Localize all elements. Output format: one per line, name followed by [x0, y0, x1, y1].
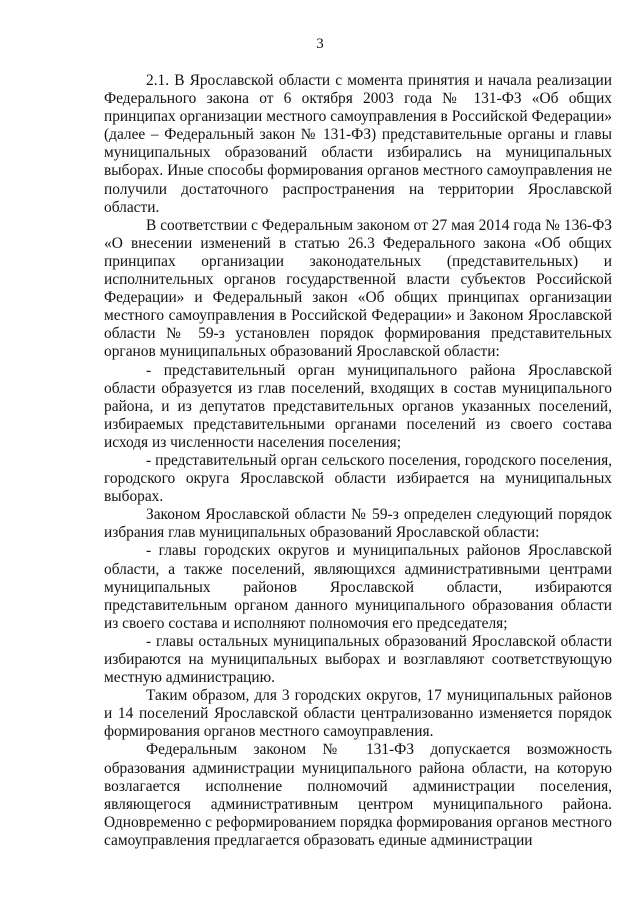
paragraph-heads-election-order: Законом Ярославской области № 59-з определен следующий порядок избрания глав муниципальных образований Ярославской области: — [104, 506, 612, 542]
list-item-heads-of-other-municipalities: - главы остальных муниципальных образований Ярославской области избираются на муниципальных выборах и возглавляют соответствующую местную администрацию. — [104, 632, 612, 687]
paragraph-section-2-1: 2.1. В Ярославской области с момента принятия и начала реализации Федерального закона от 6 октября 2003 года № 131-ФЗ «Об общих принципах организации местного самоуправления в Российской Федерации» (далее – Федеральный закон № 131-ФЗ) представительные органы и главы муниципальных образований области избирались на муниципальных выборах. Иные способы формирования органов местного самоуправления не получили достаточного распространения на территории Ярославской области. — [104, 72, 612, 216]
list-item-district-representative-body: - представительный орган муниципального района Ярославской области образуется из глав поселений, входящих в состав муниципального района, и из депутатов представительных органов указанных поселений, избираемых представительными органами поселений из своего состава исходя из численности населения поселения; — [104, 361, 612, 451]
paragraph-federal-law-136: В соответствии с Федеральным законом от 27 мая 2014 года № 136-ФЗ «О внесении изменений в статью 26.3 Федерального закона «Об общих принципах организации законодательных (представительных) и исполнительных органов государственной власти субъектов Российской Федерации» и Федеральный закон «Об общих принципах организации местного самоуправления в Российской Федерации» и Законом Ярославской области № 59-з установлен порядок формирования представительных органов муниципальных образований Ярославской области: — [104, 216, 612, 361]
page-number: 3 — [316, 36, 324, 52]
paragraph-unified-administration: Федеральным законом № 131-ФЗ допускается возможность образования администрации муниципального района области, на которую возлагается исполнение полномочий администрации поселения, являющегося административным центром муниципального района. Одновременно с реформированием порядка формирования органов местного самоуправления предлагается образовать единые администрации — [104, 741, 612, 849]
document-body — [104, 72, 612, 850]
paragraph-centralized-change: Таким образом, для 3 городских округов, 17 муниципальных районов и 14 поселений Ярославской области централизованно изменяется порядок формирования органов местного самоуправления. — [104, 687, 612, 741]
list-item-settlement-representative-body: - представительный орган сельского поселения, городского поселения, городского округа Ярославской области избирается на муниципальных выборах. — [104, 451, 612, 506]
list-item-heads-of-districts: - главы городских округов и муниципальных районов Ярославской области, а также поселений, являющихся административными центрами муниципальных районов Ярославской области, избираются представительным органом данного муниципального образования области из своего состава и исполняют полномочия его председателя; — [104, 542, 612, 632]
